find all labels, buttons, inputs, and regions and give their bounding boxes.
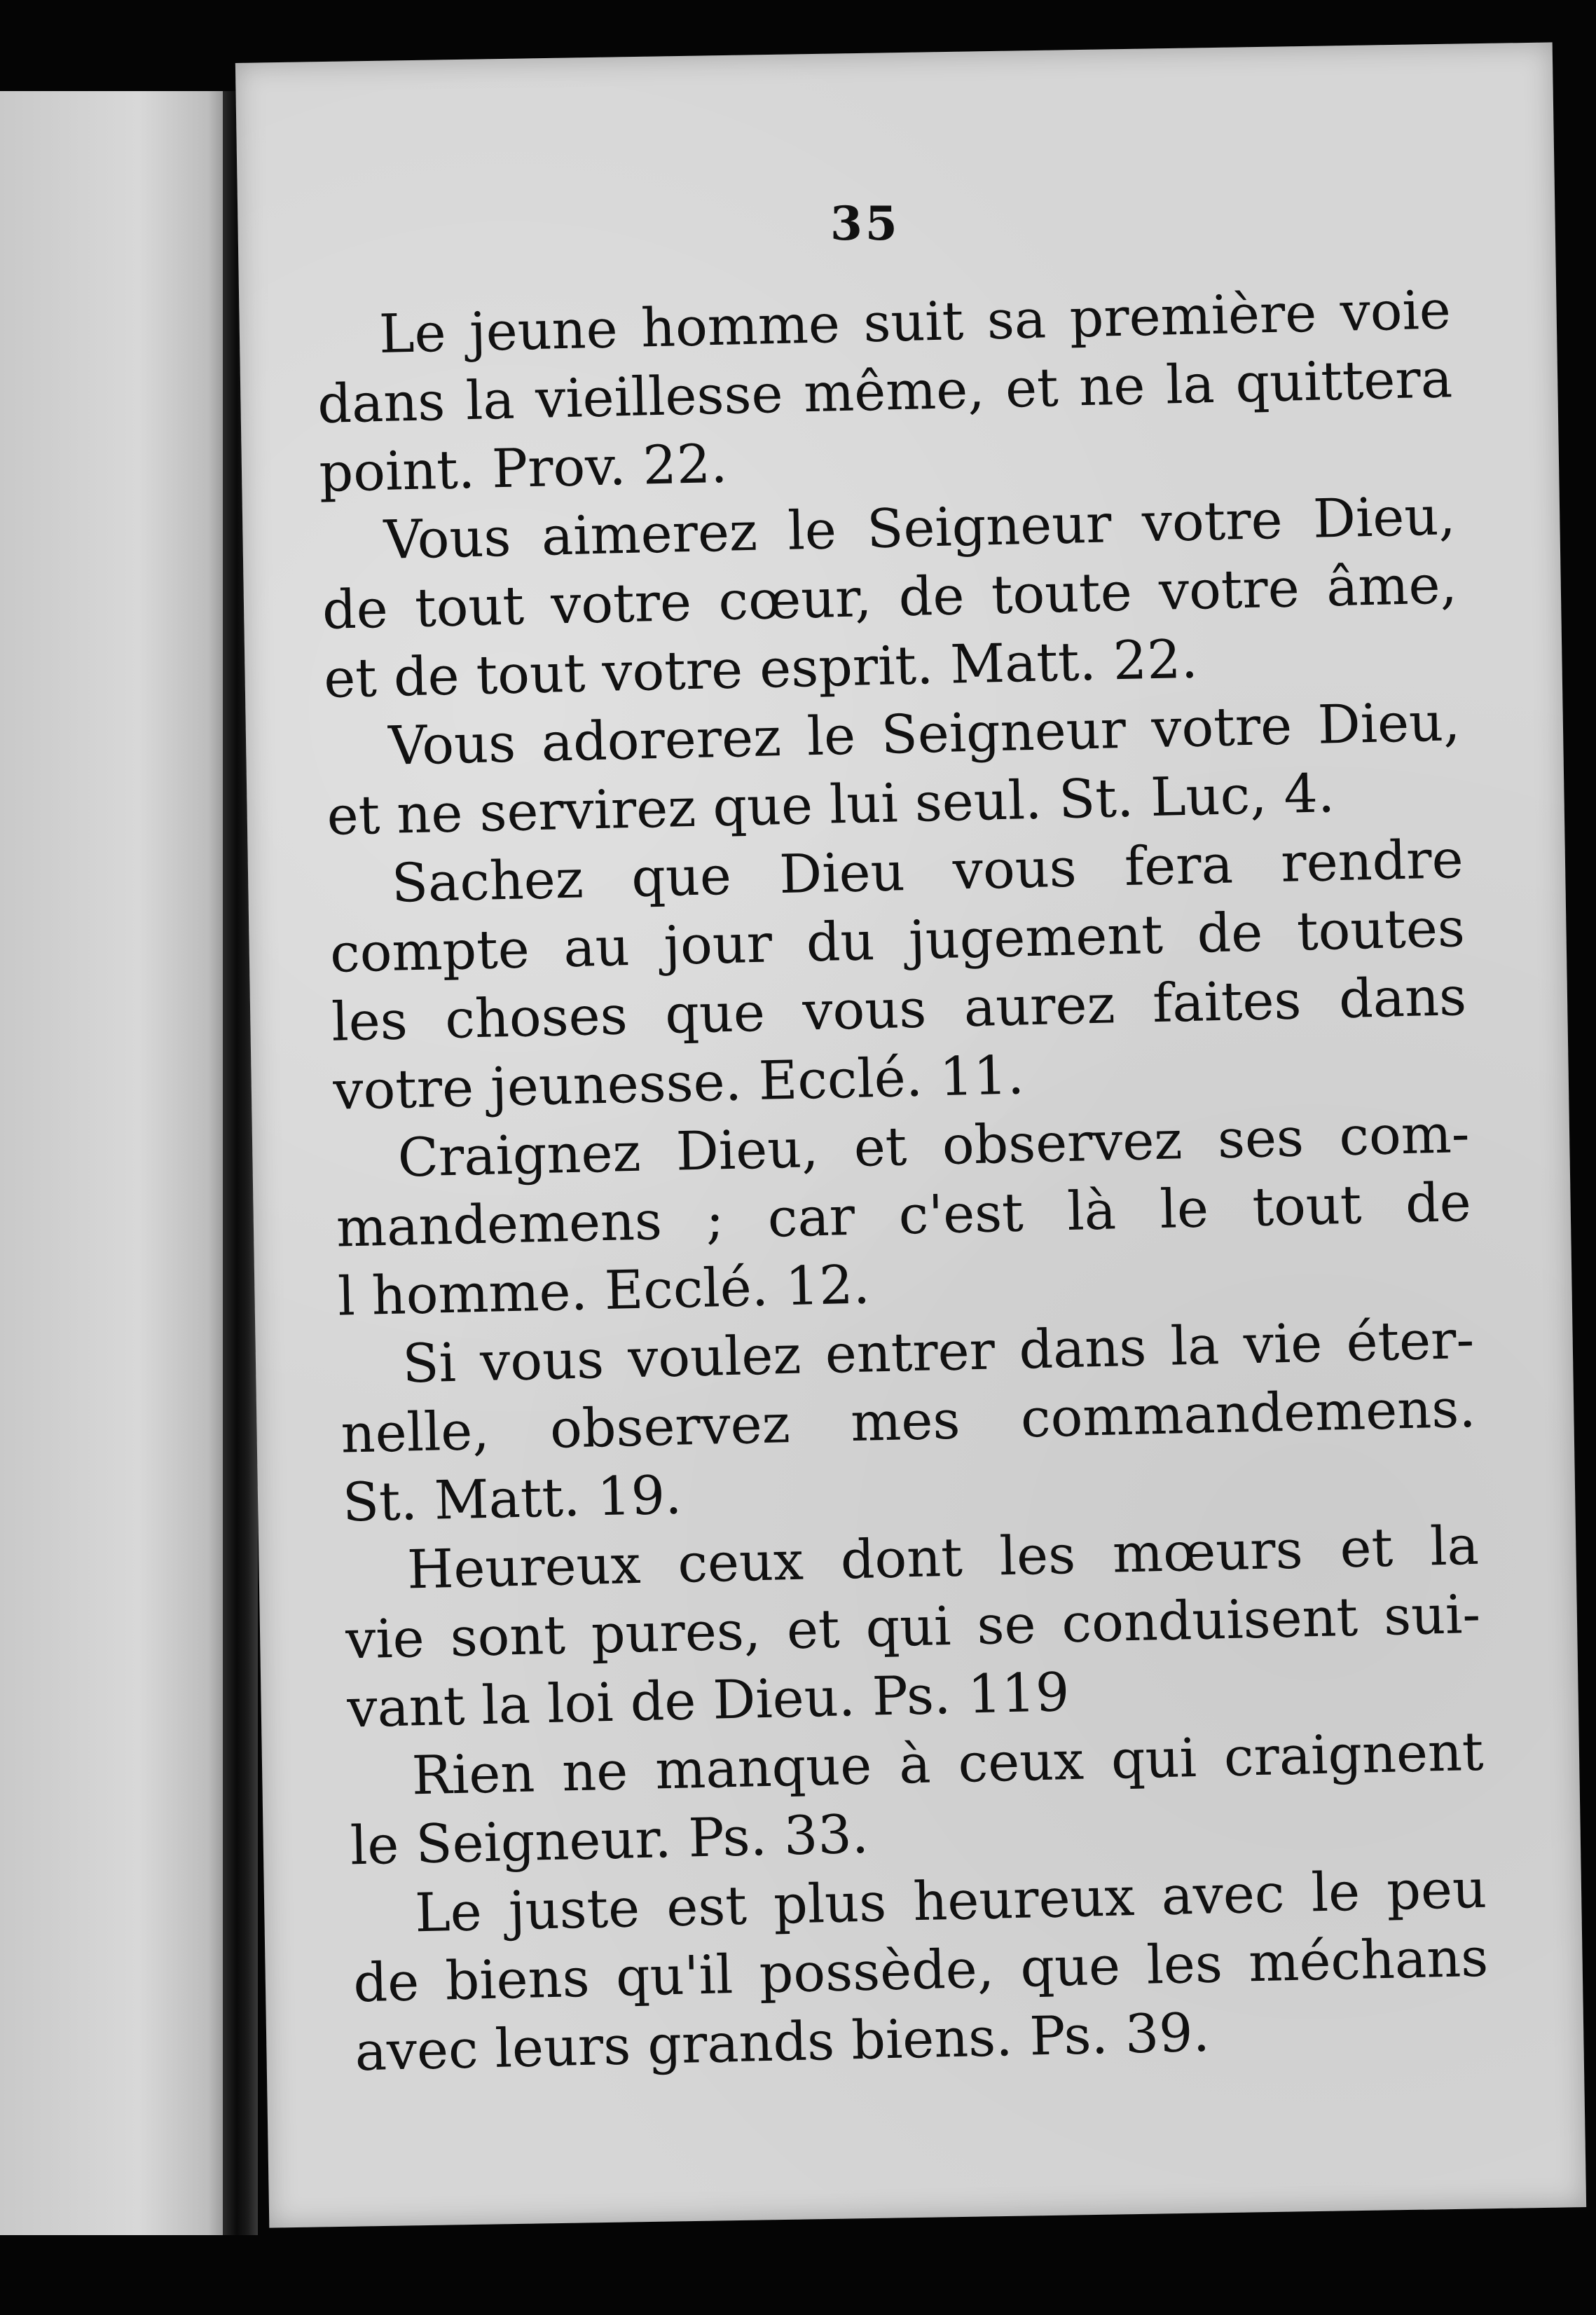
verse-line: nelle, observez mes commandemens. [340,1376,1477,1465]
verse-line: et ne servirez que lui seul. St. Luc, 4. [326,762,1335,847]
verse-line: le Seigneur. Ps. 33. [350,1802,869,1877]
verse-line: dans la vieillesse même, et ne la quittera [317,347,1453,435]
verse-line: avec leurs grands biens. Ps. 39. [354,2000,1211,2083]
verse-line: Sachez que Dieu vous fera rendre [390,827,1464,914]
verse-line: de tout votre cœur, de toute votre âme, [321,553,1458,641]
verse-line: vant la loi de Dieu. Ps. 119 [346,1661,1071,1740]
verse-line: Vous adorerez le Seigneur votre Dieu, [387,690,1461,777]
verse-line: Heureux ceux dont les mœurs et la [406,1513,1480,1601]
verse-line: Le jeune homme suit sa première voie [378,278,1452,365]
verse-line: vie sont pures, et qui se conduisent sui- [345,1582,1481,1671]
verse-line: Vous aimerez le Seigneur votre Dieu, [383,484,1457,571]
verse-line: les choses que vous aurez faites dans [331,964,1467,1053]
verse-line: l homme. Ecclé. 12. [337,1253,871,1328]
verse-line: Le juste est plus heureux avec le peu [414,1857,1487,1944]
verse-line: St. Matt. 19. [341,1463,683,1534]
verse-line: de biens qu'il possède, que les méchans [352,1925,1490,2014]
page-number: 35 [830,196,900,251]
verse-line: compte au jour du jugement de toutes [329,896,1466,984]
verse-line: mandemens ; car c'est là le tout de [335,1170,1472,1259]
verse-line: Si vous voulez entrer dans la vie éter- [401,1307,1475,1395]
left-page [0,91,231,2235]
verse-line: point. Prov. 22. [318,432,729,504]
verse-line: Rien ne manque à ceux qui craignent [411,1719,1485,1807]
verse-block [315,275,1490,2086]
verse-line: et de tout votre esprit. Matt. 22. [323,627,1199,710]
verse-line: votre jeunesse. Ecclé. 11. [332,1043,1025,1122]
verse-line: Craignez Dieu, et observez ses com- [397,1101,1471,1189]
